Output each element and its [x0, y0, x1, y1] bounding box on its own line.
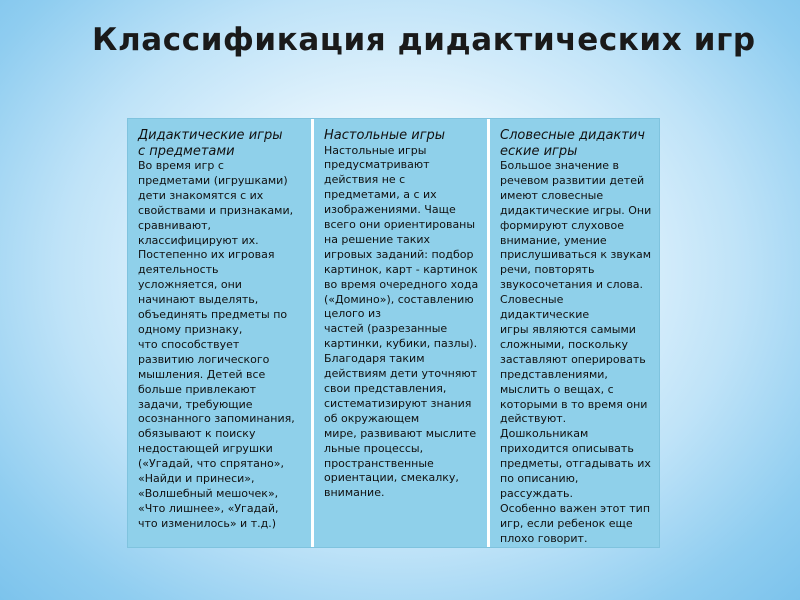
classification-table [128, 119, 659, 547]
column-object-games [128, 119, 311, 547]
column-heading: Настольные игры [324, 128, 446, 143]
column-heading: Дидактические игры с предметами [138, 128, 283, 159]
column-heading: Словесные дидактич еские игры [500, 128, 645, 159]
column-board-games [311, 119, 487, 547]
column-word-games [487, 119, 659, 547]
slide-title: Классификация дидактических игр [92, 22, 756, 58]
column-text: Настольные игры предусматривают действия не с предметами, а с их изображениями. Чаще всего они ориентированы на решение таких игровых заданий: подбор картинок, карт - картинок во время очередного хода («Домино»), составлению целого из частей (разрезанные картинки, кубики, пазлы). Благодаря таким действиям дети уточняют свои представления, систематизируют знания об окружающем мире, развивают мыслите льные процессы, пространственные ориентации, смекалку, внимание. [324, 143, 479, 500]
column-text: Большое значение в речевом развитии детей имеют словесные дидактические игры. Они формируют слуховое внимание, умение прислушиваться к звукам речи, повторять звукосочетания и слова. Словесные дидактические игры являются самыми сложными, поскольку заставляют оперировать представлениями, мыслить о вещах, с которыми в то время они действуют. Дошкольникам приходится описывать предметы, отгадывать их по описанию, рассуждать. Особенно важен этот тип игр, если ребенок еще плохо говорит. [500, 159, 652, 545]
column-text: Во время игр с предметами (игрушками) дети знакомятся с их свойствами и признаками, сравнивают, классифицируют их. Постепенно их игровая деятельность усложняется, они начинают выделять, объединять предметы по одному признаку, что способствует развитию логического мышления. Детей все больше привлекают задачи, требующие осознанного запоминания, обязывают к поиску недостающей игрушки («Угадай, что спрятано», «Найди и принеси», «Волшебный мешочек», «Что лишнее», «Угадай, что изменилось» и т.д.) [138, 159, 295, 530]
